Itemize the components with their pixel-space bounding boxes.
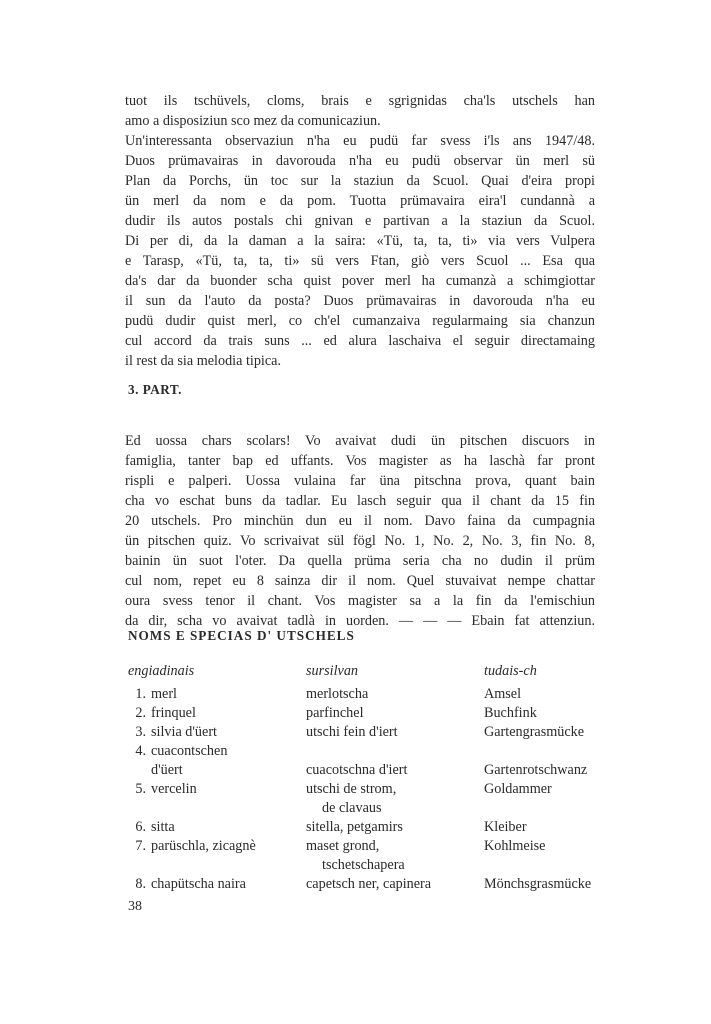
- text-line: tuot ils tschüvels, cloms, brais e sgrignidas cha'ls utschels han: [125, 93, 595, 109]
- section-heading: NOMS E SPECIAS D' UTSCHELS: [128, 628, 355, 643]
- cell-tudais-ch: Kleiber: [484, 819, 527, 835]
- text-line: ün merl da nom e da pom. Tuotta prümavaira eira'l cundannà a: [125, 193, 595, 209]
- text-line: 20 utschels. Pro minchün dun eu il nom. Davo faina da cumpagnia: [125, 513, 595, 529]
- cell-text: frinquel: [151, 705, 196, 721]
- cell-sursilvan: cuacotschna d'iert: [306, 762, 408, 778]
- text-line: Ed uossa chars scolars! Vo avaivat dudi ün pitschen discuors in: [125, 433, 595, 449]
- text-line: rispli e palperi. Uossa vulaina far üna pitschna prova, quant bain: [125, 473, 595, 489]
- cell-engiadinais: [128, 875, 246, 894]
- cell-text: parüschla, zicagnè: [151, 838, 256, 854]
- cell-engiadinais: [128, 761, 183, 780]
- cell-engiadinais: [128, 742, 227, 761]
- text-line: dudir ils autos postals chi gnivan e partivan a la staziun da Scuol.: [125, 213, 595, 229]
- cell-tudais-ch: Mönchsgrasmücke: [484, 876, 592, 892]
- table-row: [128, 856, 608, 875]
- cell-text: merl: [151, 686, 177, 702]
- text-line: pudü dudir quist merl, co ch'el cumanzaiva regularmaing sia chanzun: [125, 313, 595, 329]
- cell-sursilvan: capetsch ner, capinera: [306, 876, 432, 892]
- cell-sursilvan: utschi de strom,: [306, 781, 397, 797]
- row-number: 3.: [135, 724, 146, 740]
- cell-engiadinais: [128, 685, 177, 704]
- row-number: 8.: [135, 876, 146, 892]
- text-line: amo a disposiziun sco mez da comunicaziun.: [125, 113, 381, 129]
- text-line: bainin ün suot l'oter. Da quella prüma seria cha no dudin il prüm: [125, 553, 595, 569]
- cell-tudais-ch: Goldammer: [484, 781, 552, 797]
- cell-sursilvan: sitella, petgamirs: [306, 819, 403, 835]
- cell-engiadinais: [128, 780, 197, 799]
- cell-tudais-ch: Gartengrasmücke: [484, 724, 585, 740]
- text-line: Di per di, da la daman a la saira: «Tü, ta, ta, ti» via vers Vulpera: [125, 233, 595, 249]
- text-line: Un'interessanta observaziun n'ha eu pudü far svess i'ls ans 1947/48.: [125, 133, 595, 149]
- cell-text: chapütscha naira: [151, 876, 246, 892]
- part-heading: 3. PART.: [128, 382, 182, 397]
- table-row: [128, 761, 608, 780]
- paragraph-continuation: [125, 91, 595, 131]
- cell-engiadinais: [128, 856, 151, 875]
- cell-engiadinais: [128, 723, 217, 742]
- cell-sursilvan: maset grond,: [306, 838, 380, 854]
- table-row: [128, 704, 608, 723]
- text-line: cul nom, repet eu 8 sainza dir il nom. Quel stuvaivat nempe chattar: [125, 573, 595, 589]
- text-line: e Tarasp, «Tü, ta, ta, ti» sü vers Ftan, giò vers Scuol ... Esa qua: [125, 253, 595, 269]
- cell-text: d'üert: [151, 762, 183, 778]
- cell-tudais-ch: Amsel: [484, 686, 522, 702]
- cell-sursilvan: merlotscha: [306, 686, 369, 702]
- table-row: [128, 818, 608, 837]
- text-line: il rest da sia melodia tipica.: [125, 353, 282, 369]
- text-line: ün pitschen quiz. Vo scrivaivat sül fögl No. 1, No. 2, No. 3, fin No. 8,: [125, 533, 595, 549]
- page-number: 38: [128, 899, 142, 914]
- header-engiadinais: engiadinais: [128, 663, 195, 679]
- cell-engiadinais: [128, 704, 196, 723]
- row-number: 6.: [135, 819, 146, 835]
- cell-tudais-ch: Buchfink: [484, 705, 537, 721]
- text-line: il sun da l'auto da posta? Duos prümavairas in davorouda n'ha eu: [125, 293, 595, 309]
- cell-tudais-ch: Gartenrotschwanz: [484, 762, 588, 778]
- row-number: 1.: [135, 686, 146, 702]
- cell-text: silvia d'üert: [151, 724, 217, 740]
- row-number: 4.: [135, 743, 146, 759]
- header-sursilvan: sursilvan: [306, 663, 359, 679]
- table-row: [128, 685, 608, 704]
- cell-tudais-ch: Kohlmeise: [484, 838, 546, 854]
- table-row: [128, 723, 608, 742]
- row-number: 7.: [135, 838, 146, 854]
- table-row: [128, 837, 608, 856]
- header-tudais-ch: tudais-ch: [484, 663, 537, 679]
- text-line: da dir, scha vo avaivat tadlà in uorden. — — — Ebain fat attenziun.: [125, 613, 595, 629]
- text-line: oura svess tenor il chant. Vos magister sa a la fin da l'emischiun: [125, 593, 595, 609]
- table-body: [128, 685, 608, 894]
- cell-text: vercelin: [151, 781, 197, 797]
- text-line: Plan da Porchs, ün toc sur la staziun da Scuol. Quai d'eira propi: [125, 173, 595, 189]
- bird-names-table: [128, 663, 608, 894]
- text-line: famiglia, tanter bap ed uffants. Vos magister as ha laschà far pront: [125, 453, 595, 469]
- paragraph-observation: [125, 131, 595, 371]
- table-row: [128, 780, 608, 799]
- paragraph-part3: [125, 431, 595, 631]
- cell-engiadinais: [128, 799, 151, 818]
- row-number: 5.: [135, 781, 146, 797]
- cell-text: sitta: [151, 819, 175, 835]
- text-line: cha vo eschat buns da tadlar. Eu lasch seguir qua il chant da 15 fin: [125, 493, 595, 509]
- table-row: [128, 799, 608, 818]
- row-number: 2.: [135, 705, 146, 721]
- table-row: [128, 742, 608, 761]
- cell-sursilvan: utschi fein d'iert: [306, 724, 398, 740]
- cell-sursilvan: de clavaus: [322, 800, 382, 816]
- cell-text: cuacontschen: [151, 743, 228, 759]
- table-header: [128, 663, 608, 685]
- cell-sursilvan: tschetschapera: [322, 857, 405, 873]
- cell-engiadinais: [128, 837, 256, 856]
- cell-engiadinais: [128, 818, 175, 837]
- cell-sursilvan: parfinchel: [306, 705, 364, 721]
- text-line: da's dar da buonder scha quist pover merl ha cumanzà a schimgiottar: [125, 273, 595, 289]
- text-line: Duos prümavairas in davorouda n'ha eu pudü observar ün merl sü: [125, 153, 595, 169]
- text-line: cul accord da trais suns ... ed alura laschaiva el seguir directamaing: [125, 333, 595, 349]
- table-row: [128, 875, 608, 894]
